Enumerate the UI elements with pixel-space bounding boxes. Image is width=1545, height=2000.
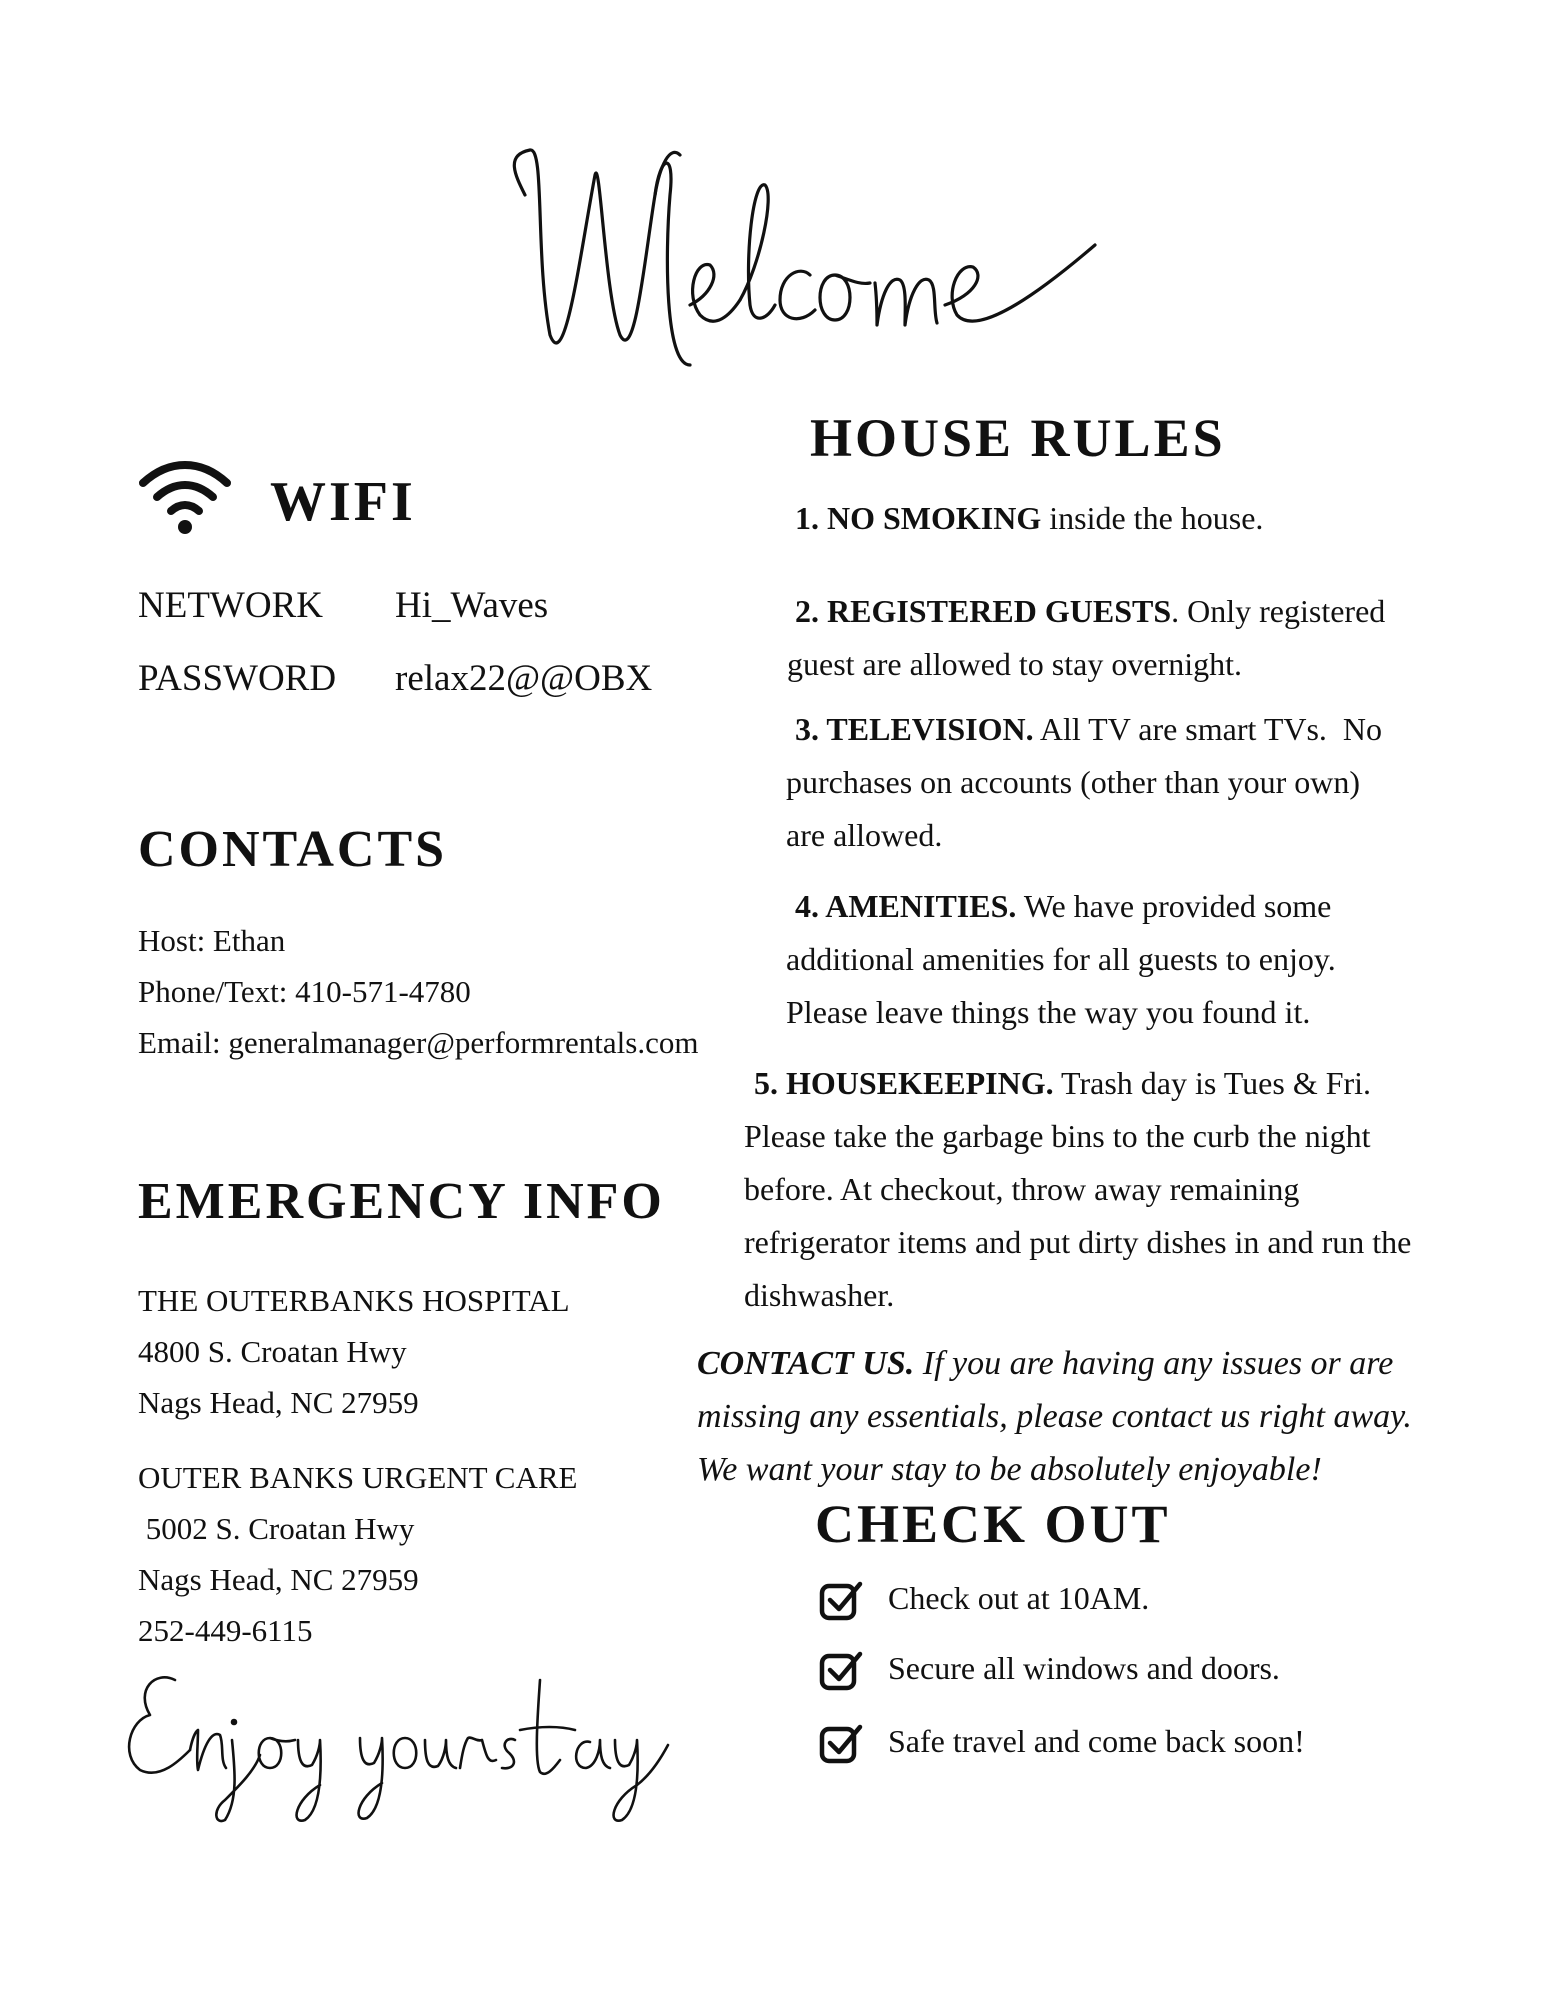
rule-heading: 2. REGISTERED GUESTS [795, 593, 1172, 629]
emergency-title: EMERGENCY INFO [138, 1173, 665, 1230]
contact-us-text: If you are having any issues or are [914, 1345, 1394, 1382]
wifi-password-row [0, 657, 800, 707]
phone-line: Phone/Text: 410-571-4780 [138, 974, 471, 1009]
hospital-city: Nags Head, NC 27959 [138, 1385, 419, 1420]
rule-item [744, 1057, 1411, 1322]
contact-us-block [697, 1337, 1497, 1496]
network-value: Hi_Waves [395, 585, 549, 626]
urgent-care-block [138, 1452, 577, 1656]
check-out-title: CHECK OUT [815, 1494, 1171, 1554]
checkbox-icon [818, 1578, 864, 1624]
contact-us-text: missing any essentials, please contact us right away. [697, 1398, 1412, 1435]
checklist-text: Secure all windows and doors. [888, 1650, 1280, 1686]
checkbox-icon [818, 1721, 864, 1767]
rule-text: We have provided some [1016, 888, 1332, 924]
rule-text: refrigerator items and put dirty dishes in and run the [744, 1224, 1412, 1260]
rule-text: All TV are smart TVs. No [1033, 711, 1383, 747]
rule-text: purchases on accounts (other than your own) [786, 764, 1361, 800]
hospital-block [138, 1275, 570, 1428]
rule-text: inside the house. [1041, 500, 1264, 536]
wifi-network-row [0, 584, 800, 634]
urgent-care-name: OUTER BANKS URGENT CARE [138, 1460, 578, 1495]
contact-us-heading: CONTACT US. [697, 1345, 915, 1382]
rule-heading: 3. TELEVISION. [795, 711, 1034, 747]
password-label: PASSWORD [138, 658, 337, 699]
welcome-script-title [505, 135, 1115, 375]
rule-text: Please take the garbage bins to the curb the night [744, 1118, 1371, 1154]
rule-text: Please leave things the way you found it. [786, 994, 1311, 1030]
rule-text: Trash day is Tues & Fri. [1053, 1065, 1372, 1101]
hospital-name: THE OUTERBANKS HOSPITAL [138, 1283, 570, 1318]
rule-text: additional amenities for all guests to enjoy. [786, 941, 1336, 977]
rule-item [786, 703, 1382, 862]
rule-text: dishwasher. [744, 1277, 895, 1313]
rule-item [795, 492, 1263, 545]
urgent-care-city: Nags Head, NC 27959 [138, 1562, 419, 1597]
wifi-icon [137, 455, 233, 537]
enjoy-your-stay-script [120, 1660, 680, 1830]
contacts-block [138, 915, 698, 1068]
wifi-title: WIFI [270, 471, 416, 533]
host-line: Host: Ethan [138, 923, 286, 958]
rule-text: guest are allowed to stay overnight. [787, 646, 1242, 682]
rule-heading: 1. NO SMOKING [795, 500, 1042, 536]
rule-text: before. At checkout, throw away remaining [744, 1171, 1300, 1207]
rule-text: . Only registered [1171, 593, 1386, 629]
checkbox-icon [818, 1648, 864, 1694]
email-line: Email: generalmanager@performrentals.com [138, 1025, 699, 1060]
urgent-care-street: 5002 S. Croatan Hwy [138, 1511, 415, 1546]
rule-item [787, 585, 1385, 691]
contact-us-text: We want your stay to be absolutely enjoyable! [697, 1451, 1322, 1488]
contacts-title: CONTACTS [138, 821, 448, 878]
checklist-text: Check out at 10AM. [888, 1580, 1150, 1616]
checklist-text: Safe travel and come back soon! [888, 1723, 1305, 1759]
rule-heading: 5. HOUSEKEEPING. [754, 1065, 1054, 1101]
password-value: relax22@@OBX [395, 658, 653, 699]
urgent-care-phone: 252-449-6115 [138, 1613, 313, 1648]
house-rules-title: HOUSE RULES [810, 408, 1226, 468]
network-label: NETWORK [138, 585, 323, 626]
hospital-street: 4800 S. Croatan Hwy [138, 1334, 407, 1369]
rule-item [786, 880, 1336, 1039]
rule-text: are allowed. [786, 817, 943, 853]
rule-heading: 4. AMENITIES. [795, 888, 1017, 924]
